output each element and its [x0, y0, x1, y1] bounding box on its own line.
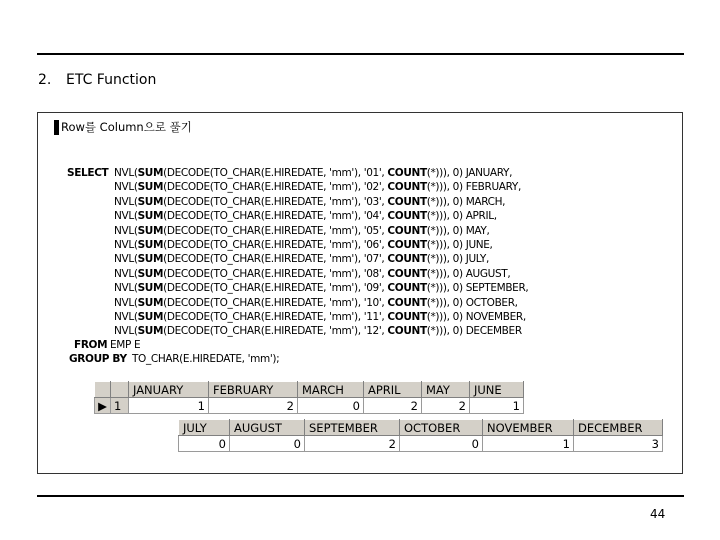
sql-line — [114, 181, 521, 194]
table-row[interactable] — [95, 398, 524, 414]
row-indicator-icon: ▶ — [95, 398, 111, 414]
result-grid-1-header — [95, 382, 524, 398]
sql-text: (DECODE(TO_CHAR(E.HIREDATE, 'mm'), '07', — [163, 253, 388, 266]
sql-text: NVL( — [114, 253, 138, 266]
sql-keyword: COUNT — [387, 267, 427, 280]
grid-corner — [95, 382, 111, 398]
sql-text: NVL( — [114, 325, 138, 338]
grid-header-cell[interactable]: MAY — [422, 382, 470, 398]
sql-line — [114, 325, 522, 338]
sql-group-by-keyword: GROUP BY — [69, 353, 127, 365]
grid-header-cell[interactable]: OCTOBER — [400, 420, 483, 436]
grid-cell[interactable]: 3 — [574, 436, 663, 452]
grid-rownum-header — [111, 382, 129, 398]
sql-text: (*))), 0) APRIL, — [426, 210, 497, 223]
sql-from-keyword: FROM — [74, 339, 108, 351]
sql-line — [114, 225, 489, 238]
sql-keyword: COUNT — [387, 167, 427, 179]
sql-keyword: SUM — [137, 181, 164, 194]
sql-text: (DECODE(TO_CHAR(E.HIREDATE, 'mm'), '10', — [163, 296, 388, 309]
sql-text: (DECODE(TO_CHAR(E.HIREDATE, 'mm'), '04', — [163, 210, 388, 223]
box-title — [54, 119, 192, 135]
sql-text: (DECODE(TO_CHAR(E.HIREDATE, 'mm'), '02', — [163, 181, 388, 194]
grid-cell[interactable]: 1 — [129, 398, 209, 414]
row-number: 1 — [111, 398, 129, 414]
sql-text: (*))), 0) OCTOBER, — [426, 296, 518, 309]
sql-keyword: SUM — [137, 282, 164, 295]
content-box — [37, 112, 683, 474]
grid-header-cell[interactable]: NOVEMBER — [483, 420, 574, 436]
slide-title — [38, 72, 156, 88]
slide-heading: ETC Function — [66, 72, 157, 88]
sql-keyword: COUNT — [387, 311, 427, 323]
sql-line — [114, 253, 489, 266]
sql-text: (DECODE(TO_CHAR(E.HIREDATE, 'mm'), '12', — [163, 325, 388, 338]
sql-text: (*))), 0) MAY, — [426, 224, 490, 237]
sql-select-keyword: SELECT — [67, 167, 109, 179]
grid-header-cell[interactable]: AUGUST — [230, 420, 305, 436]
sql-line — [114, 311, 526, 324]
sql-keyword: COUNT — [387, 224, 427, 237]
sql-text: (*))), 0) FEBRUARY, — [426, 181, 521, 194]
sql-keyword: SUM — [137, 224, 164, 237]
sql-text: (DECODE(TO_CHAR(E.HIREDATE, 'mm'), '03', — [163, 195, 388, 208]
sql-line — [114, 167, 512, 180]
sql-line — [114, 210, 497, 223]
sql-keyword: COUNT — [387, 181, 427, 194]
sql-text: (DECODE(TO_CHAR(E.HIREDATE, 'mm'), '01', — [163, 167, 388, 179]
sql-keyword: COUNT — [387, 210, 427, 223]
sql-text: NVL( — [114, 311, 138, 323]
sql-text: (*))), 0) JANUARY, — [426, 167, 513, 179]
grid-header-cell[interactable]: DECEMBER — [574, 420, 663, 436]
page-number: 44 — [650, 507, 666, 521]
table-row[interactable] — [179, 436, 663, 452]
sql-text: (*))), 0) NOVEMBER, — [426, 311, 526, 323]
sql-line — [114, 239, 493, 252]
grid-cell[interactable]: 0 — [179, 436, 230, 452]
sql-group-by-clause: TO_CHAR(E.HIREDATE, 'mm'); — [129, 353, 280, 365]
sql-text: (DECODE(TO_CHAR(E.HIREDATE, 'mm'), '05', — [163, 224, 388, 237]
grid-cell[interactable]: 2 — [422, 398, 470, 414]
sql-keyword: COUNT — [387, 253, 427, 266]
sql-keyword: COUNT — [387, 282, 427, 295]
grid-cell[interactable]: 0 — [230, 436, 305, 452]
sql-text: NVL( — [114, 210, 138, 223]
sql-text: (*))), 0) JULY, — [426, 253, 489, 266]
sql-text: NVL( — [114, 282, 138, 295]
grid-header-cell[interactable]: JULY — [179, 420, 230, 436]
grid-header-cell[interactable]: MARCH — [298, 382, 364, 398]
bullet-marker — [54, 120, 59, 135]
sql-text: (DECODE(TO_CHAR(E.HIREDATE, 'mm'), '11', — [163, 311, 388, 323]
result-grid-1 — [94, 381, 524, 414]
slide-number: 2. — [38, 72, 52, 88]
bottom-rule — [37, 495, 684, 497]
sql-text: (DECODE(TO_CHAR(E.HIREDATE, 'mm'), '09', — [163, 282, 388, 295]
sql-keyword: SUM — [137, 253, 164, 266]
sql-keyword: COUNT — [387, 296, 427, 309]
sql-keyword: SUM — [137, 195, 164, 208]
grid-cell[interactable]: 0 — [400, 436, 483, 452]
sql-line — [114, 282, 528, 295]
grid-cell[interactable]: 2 — [209, 398, 298, 414]
sql-text: (*))), 0) DECEMBER — [426, 325, 522, 338]
grid-header-cell[interactable]: FEBRUARY — [209, 382, 298, 398]
grid-cell[interactable]: 0 — [298, 398, 364, 414]
result-grid-2 — [178, 419, 663, 452]
sql-keyword: SUM — [137, 325, 164, 338]
sql-line — [114, 268, 510, 281]
sql-text: NVL( — [114, 239, 138, 251]
grid-cell[interactable]: 2 — [364, 398, 422, 414]
sql-text: (*))), 0) AUGUST, — [426, 267, 511, 280]
result-grid-2-header — [179, 420, 663, 436]
sql-keyword: SUM — [137, 311, 164, 323]
grid-header-cell[interactable]: APRIL — [364, 382, 422, 398]
sql-text: (DECODE(TO_CHAR(E.HIREDATE, 'mm'), '08', — [163, 267, 388, 280]
sql-text: (*))), 0) MARCH, — [426, 195, 506, 208]
sql-keyword: SUM — [137, 167, 164, 179]
top-rule — [37, 53, 684, 55]
sql-text: NVL( — [114, 181, 138, 194]
sql-keyword: SUM — [137, 239, 164, 251]
sql-text: NVL( — [114, 267, 138, 280]
sql-keyword: SUM — [137, 210, 164, 223]
grid-cell[interactable]: 1 — [483, 436, 574, 452]
sql-keyword: COUNT — [387, 239, 427, 251]
grid-cell[interactable]: 2 — [305, 436, 400, 452]
sql-from-clause: EMP E — [107, 339, 141, 351]
box-title-text: Row를 Column으로 풀기 — [61, 120, 192, 134]
sql-keyword: COUNT — [387, 325, 427, 338]
sql-text: NVL( — [114, 296, 138, 309]
grid-header-cell[interactable]: JANUARY — [129, 382, 209, 398]
sql-line — [114, 196, 505, 209]
sql-text: NVL( — [114, 167, 138, 179]
sql-text: (*))), 0) JUNE, — [426, 239, 493, 251]
grid-cell[interactable]: 1 — [470, 398, 524, 414]
sql-text: NVL( — [114, 195, 138, 208]
sql-text: (DECODE(TO_CHAR(E.HIREDATE, 'mm'), '06', — [163, 239, 388, 251]
sql-text: NVL( — [114, 224, 138, 237]
sql-line — [114, 297, 518, 310]
sql-keyword: COUNT — [387, 195, 427, 208]
grid-header-cell[interactable]: JUNE — [470, 382, 524, 398]
sql-keyword: SUM — [137, 267, 164, 280]
sql-keyword: SUM — [137, 296, 164, 309]
grid-header-cell[interactable]: SEPTEMBER — [305, 420, 400, 436]
sql-text: (*))), 0) SEPTEMBER, — [426, 282, 529, 295]
